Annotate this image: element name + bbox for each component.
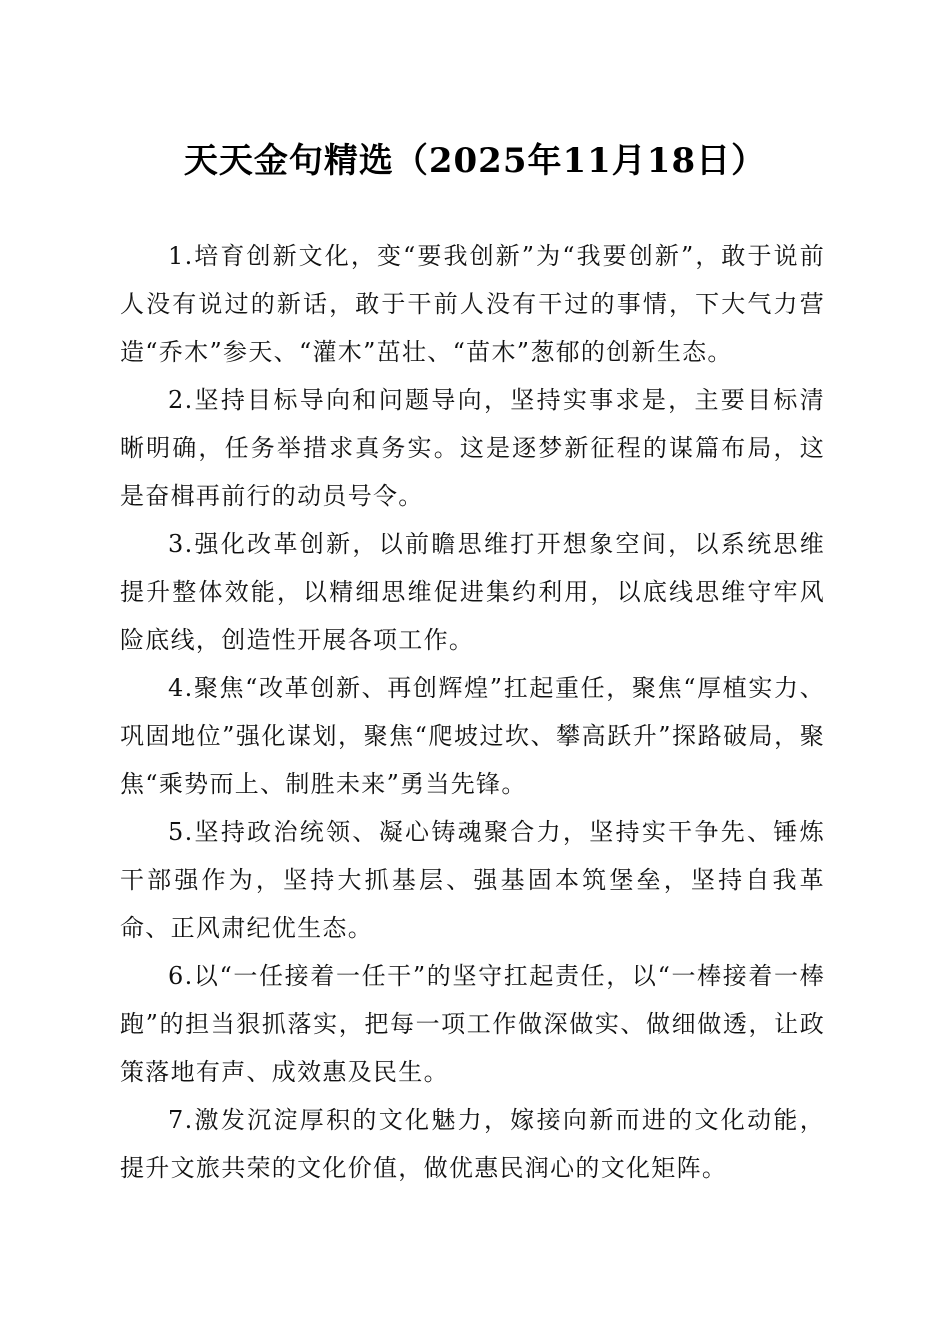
paragraph-2: 2.坚持目标导向和问题导向，坚持实事求是，主要目标清晰明确，任务举措求真务实。这是逐梦新征程的谋篇布局，这是奋楫再前行的动员号令。 [120, 386, 825, 510]
paragraph-4: 4.聚焦“改革创新、再创辉煌”扛起重任，聚焦“厚植实力、巩固地位”强化谋划，聚焦“爬坡过坎、攀高跃升”探路破局，聚焦“乘势而上、制胜未来”勇当先锋。 [120, 674, 825, 798]
paragraph-1: 1.培育创新文化，变“要我创新”为“我要创新”，敢于说前人没有说过的新话，敢于干前人没有干过的事情，下大气力营造“乔木”参天、“灌木”茁壮、“苗木”葱郁的创新生态。 [120, 242, 825, 366]
paragraph-3: 3.强化改革创新，以前瞻思维打开想象空间，以系统思维提升整体效能，以精细思维促进集约利用，以底线思维守牢风险底线，创造性开展各项工作。 [120, 530, 825, 654]
paragraph-7: 7.激发沉淀厚积的文化魅力，嫁接向新而进的文化动能，提升文旅共荣的文化价值，做优惠民润心的文化矩阵。 [120, 1106, 825, 1182]
document-title: 天天金句精选（2025年11月18日） [183, 141, 767, 181]
paragraph-5: 5.坚持政治统领、凝心铸魂聚合力，坚持实干争先、锤炼干部强作为，坚持大抓基层、强基固本筑堡垒，坚持自我革命、正风肃纪优生态。 [120, 818, 825, 942]
paragraph-6: 6.以“一任接着一任干”的坚守扛起责任，以“一棒接着一棒跑”的担当狠抓落实，把每一项工作做深做实、做细做透，让政策落地有声、成效惠及民生。 [120, 962, 825, 1086]
document-body [120, 232, 825, 1192]
